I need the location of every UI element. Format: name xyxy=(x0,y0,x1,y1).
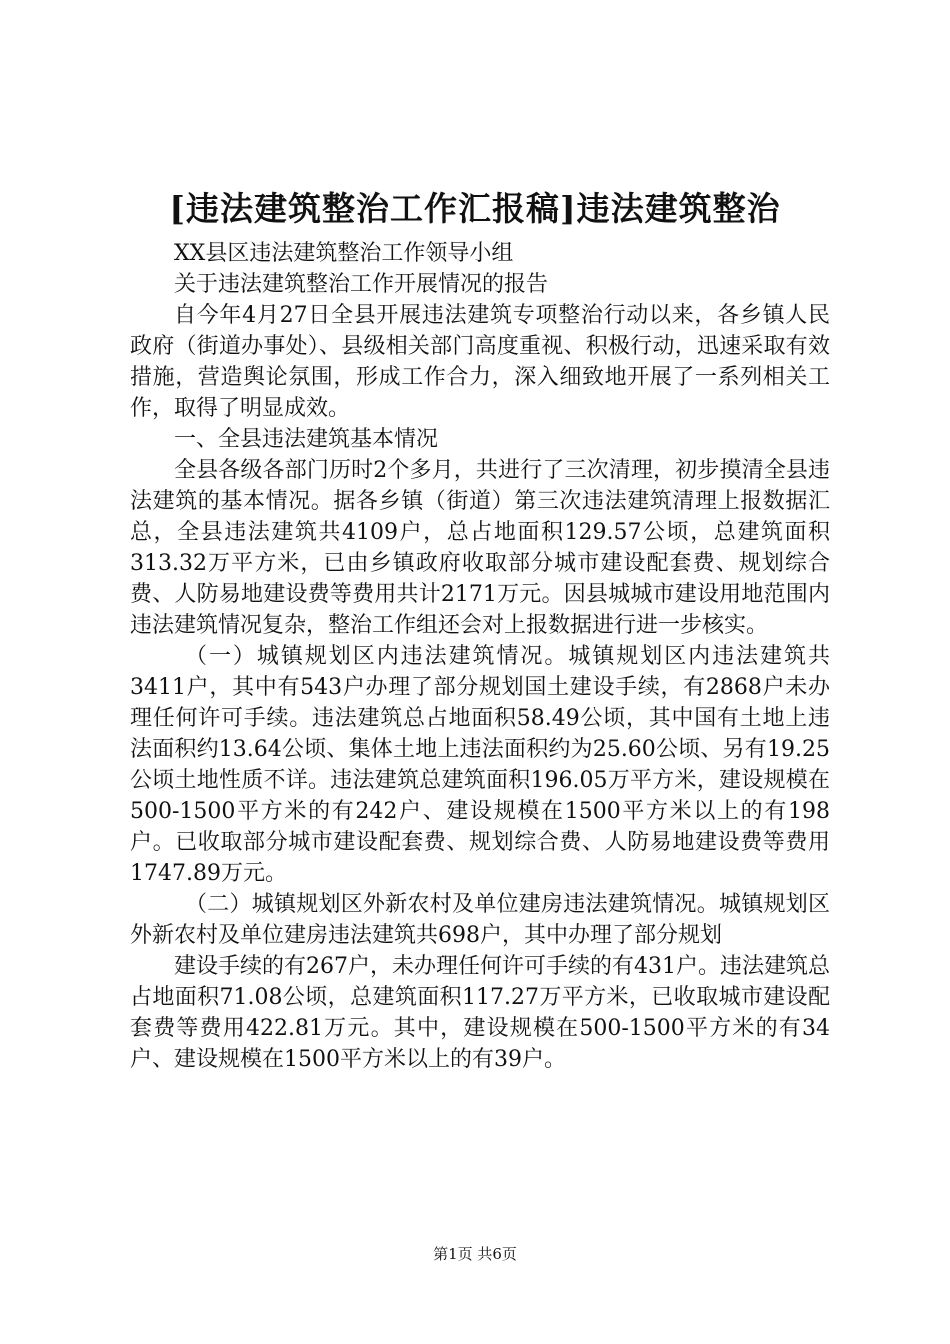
document-body xyxy=(130,238,830,1075)
overview-paragraph: 全县各级各部门历时2个多月，共进行了三次清理，初步摸清全县违法建筑的基本情况。据各乡镇（街道）第三次违法建筑清理上报数据汇总，全县违法建筑共4109户，总占地面积129.57公顷，总建筑面积313.32万平方米，已由乡镇政府收取部分城市建设配套费、规划综合费、人防易地建设费等费用共计2171万元。因县城城市建设用地范围内违法建筑情况复杂，整治工作组还会对上报数据进行进一步核实。 xyxy=(130,458,830,638)
intro-paragraph: 自今年4月27日全县开展违法建筑专项整治行动以来，各乡镇人民政府（街道办事处）、县级相关部门高度重视、积极行动，迅速采取有效措施，营造舆论氛围，形成工作合力，深入细致地开展了一系列相关工作，取得了明显成效。 xyxy=(130,303,830,421)
document-title: [违法建筑整治工作汇报稿]违法建筑整治 xyxy=(169,189,781,228)
section-heading: 一、全县违法建筑基本情况 xyxy=(174,427,439,452)
report-heading: 关于违法建筑整治工作开展情况的报告 xyxy=(174,272,549,297)
page-number-footer: 第1页 共6页 xyxy=(433,1245,517,1263)
subsection-1-paragraph: （一）城镇规划区内违法建筑情况。城镇规划区内违法建筑共3411户，其中有543户办理了部分规划国土建设手续，有2868户未办理任何许可手续。违法建筑总占地面积58.49公顷，其中国有土地上违法面积约13.64公顷、集体土地上违法面积约为25.60公顷、另有19.25公顷土地性质不详。违法建筑总建筑面积196.05万平方米，建设规模在500-1500平方米的有242户、建设规模在1500平方米以上的有198户。已收取部分城市建设配套费、规划综合费、人防易地建设费等费用1747.89万元。 xyxy=(130,644,830,886)
subsection-2-continued-paragraph: 建设手续的有267户，未办理任何许可手续的有431户。违法建筑总占地面积71.08公顷，总建筑面积117.27万平方米，已收取城市建设配套费等费用422.81万元。其中，建设规模在500-1500平方米的有34户、建设规模在1500平方米以上的有39户。 xyxy=(130,954,831,1072)
org-heading: XX县区违法建筑整治工作领导小组 xyxy=(174,241,514,266)
subsection-2-paragraph: （二）城镇规划区外新农村及单位建房违法建筑情况。城镇规划区外新农村及单位建房违法建筑共698户，其中办理了部分规划 xyxy=(130,892,830,948)
